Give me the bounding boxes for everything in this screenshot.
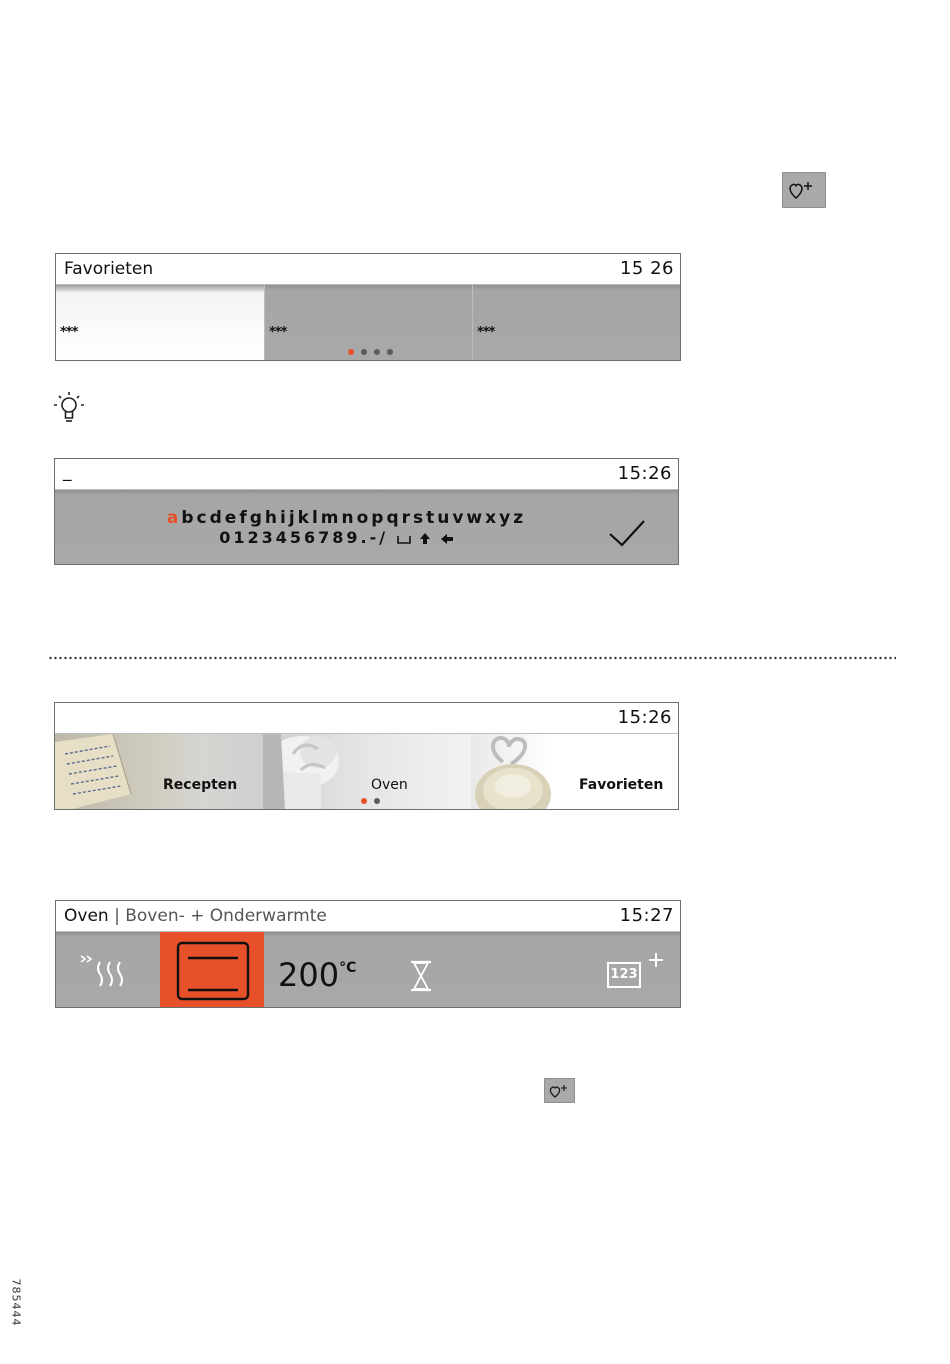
plus-icon bbox=[648, 952, 664, 968]
oven-controls bbox=[56, 932, 680, 1007]
oven-title bbox=[64, 906, 327, 926]
backspace-icon[interactable] bbox=[440, 533, 454, 545]
title-separator: | bbox=[108, 906, 126, 926]
favourites-screen bbox=[55, 253, 681, 361]
main-menu-screen bbox=[54, 702, 679, 810]
keyboard-screen bbox=[54, 458, 679, 565]
favourite-tile-1[interactable] bbox=[56, 285, 264, 360]
shift-icon[interactable] bbox=[419, 532, 431, 545]
temperature-unit: °C bbox=[339, 960, 357, 976]
heating-function-name: Boven- + Onderwarmte bbox=[125, 906, 327, 926]
letter-row[interactable] bbox=[54, 508, 678, 528]
page-dot bbox=[361, 349, 367, 355]
name-input[interactable]: _ bbox=[63, 462, 72, 482]
fast-heat-icon[interactable] bbox=[78, 950, 138, 994]
checkmark-icon[interactable] bbox=[607, 518, 647, 548]
clock: 15:26 bbox=[617, 463, 672, 484]
favourite-tile-3[interactable] bbox=[472, 285, 681, 360]
status-bar bbox=[56, 254, 680, 285]
recipe-book-image bbox=[55, 734, 165, 809]
favourite-name: *** bbox=[269, 325, 287, 340]
clock: 15:26 bbox=[617, 707, 672, 728]
status-bar bbox=[55, 703, 678, 734]
chef-hat-image bbox=[263, 734, 373, 809]
letters[interactable]: bcdefghijklmnopqrstuvwxyz bbox=[181, 508, 527, 528]
oven-screen bbox=[55, 900, 681, 1008]
clock: 15:27 bbox=[619, 905, 674, 926]
add-favourite-button[interactable] bbox=[782, 172, 826, 208]
page-indicator bbox=[348, 349, 393, 355]
temperature-value: 200 bbox=[278, 956, 340, 994]
page-dot bbox=[374, 349, 380, 355]
keypad-label: 123 bbox=[610, 967, 638, 982]
page-dot bbox=[387, 349, 393, 355]
clock: 15 26 bbox=[619, 258, 674, 279]
favourites-carousel bbox=[56, 285, 680, 360]
page-indicator bbox=[361, 798, 380, 804]
selected-letter[interactable]: a bbox=[166, 508, 182, 528]
top-bottom-heat-icon bbox=[173, 940, 253, 1004]
page-dot bbox=[348, 349, 354, 355]
status-bar bbox=[55, 459, 678, 490]
menu-tile-recepten[interactable] bbox=[55, 734, 263, 809]
heart-plus-icon bbox=[787, 179, 821, 201]
section-divider bbox=[48, 655, 896, 661]
timer-icon[interactable] bbox=[408, 960, 434, 992]
favourite-name: *** bbox=[60, 325, 78, 340]
add-favourite-button[interactable] bbox=[544, 1078, 575, 1103]
keypad-plus-button[interactable] bbox=[607, 954, 667, 994]
function-category: Oven bbox=[64, 906, 109, 926]
menu-carousel bbox=[55, 734, 678, 809]
status-bar bbox=[56, 901, 680, 932]
favourite-name: *** bbox=[477, 325, 495, 340]
menu-label: Recepten bbox=[163, 777, 238, 793]
keypad-plus-icon bbox=[607, 962, 641, 988]
heart-cake-image bbox=[471, 734, 571, 809]
screen-title: Favorieten bbox=[64, 259, 154, 279]
digit-row[interactable] bbox=[54, 528, 678, 547]
digits-symbols[interactable]: 0123456789.-/ bbox=[219, 528, 389, 547]
menu-label: Favorieten bbox=[579, 777, 664, 793]
character-keyboard bbox=[55, 490, 678, 564]
page-dot bbox=[374, 798, 380, 804]
page-dot bbox=[361, 798, 367, 804]
space-icon[interactable] bbox=[397, 533, 411, 545]
menu-label: Oven bbox=[371, 777, 408, 793]
heating-function-selector[interactable] bbox=[160, 932, 264, 1007]
document-code: 785444 bbox=[9, 1278, 23, 1327]
heart-plus-icon bbox=[548, 1083, 572, 1099]
tip-lightbulb-icon bbox=[50, 390, 88, 430]
temperature-display[interactable] bbox=[278, 956, 356, 994]
menu-tile-favorieten[interactable] bbox=[471, 734, 679, 809]
